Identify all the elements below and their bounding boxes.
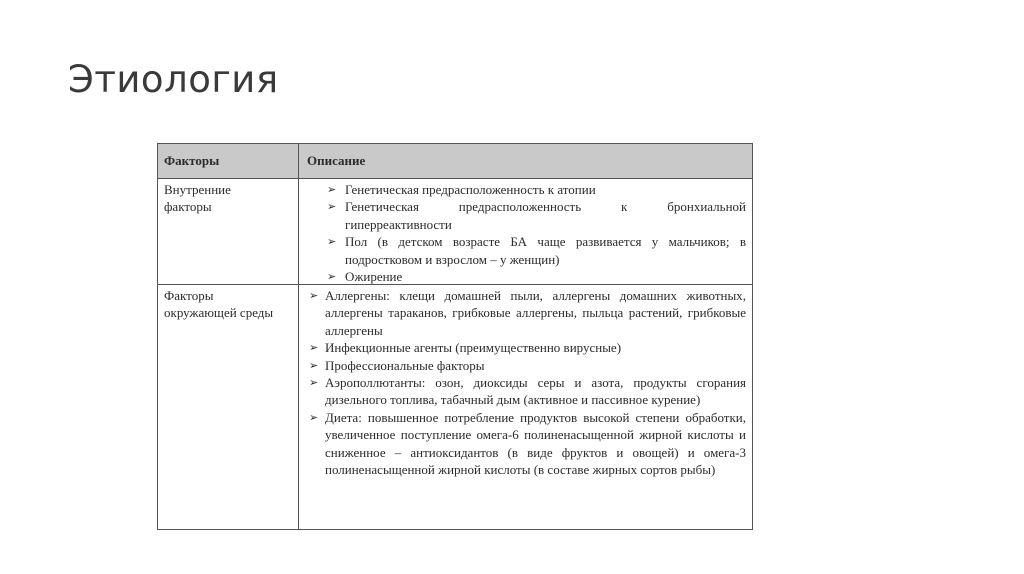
list-item	[299, 357, 746, 374]
arrowhead-bullet-icon: ➢	[309, 376, 319, 390]
etiology-table	[157, 143, 753, 530]
factor-label-line: Факторы	[164, 288, 214, 303]
list-item	[299, 374, 746, 409]
arrowhead-bullet-icon: ➢	[309, 289, 319, 302]
list-item	[299, 409, 746, 479]
description-cell	[299, 178, 752, 284]
item-text: Генетическая предрасположенность к бронхиальной гиперреактивности	[345, 199, 746, 232]
list-item	[299, 339, 746, 356]
list-item	[299, 181, 746, 198]
table-row-environment-factors	[158, 284, 752, 529]
item-text: Профессиональные факторы	[325, 357, 485, 373]
item-text: Ожирение	[345, 269, 403, 285]
header-description: Описание	[307, 153, 366, 169]
factor-label-line: окружающей среды	[164, 305, 274, 321]
arrowhead-bullet-icon: ➢	[309, 358, 319, 372]
list-item	[299, 287, 746, 339]
item-text: Аллергены: клещи домашней пыли, аллергены домашних животных, аллергены тараканов, грибковые аллергены, пыльца растений, грибковые аллергены	[325, 288, 746, 338]
item-text: Диета: повышенное потребление продуктов высокой степени обработки, увеличенное поступление омега-6 полиненасыщенной жирной кислоты и сниженное – антиоксидантов (в виде фруктов и овощей) и омега-3 полиненасыщенной жирной кислоты (в составе жирных сортов рыбы)	[325, 409, 746, 478]
table-header-row	[158, 144, 752, 179]
description-cell	[299, 284, 752, 529]
list-item	[299, 233, 746, 268]
arrowhead-bullet-icon: ➢	[327, 183, 337, 196]
factor-cell	[158, 178, 299, 284]
item-text: Аэрополлютанты: озон, диоксиды серы и азота, продукты сгорания дизельного топлива, табачный дым (активное и пассивное курение)	[325, 375, 746, 408]
arrowhead-bullet-icon: ➢	[309, 410, 319, 424]
page-title: Этиология	[68, 58, 279, 101]
table-row-internal-factors	[158, 178, 752, 285]
factor-label-line: Внутренние	[164, 182, 231, 197]
item-text: Инфекционные агенты (преимущественно вирусные)	[325, 340, 622, 356]
item-text: Генетическая предрасположенность к атопии	[345, 182, 596, 197]
arrowhead-bullet-icon: ➢	[327, 200, 337, 214]
list-item	[299, 268, 746, 285]
arrowhead-bullet-icon: ➢	[327, 235, 337, 249]
factor-label-line: факторы	[164, 199, 212, 215]
header-factors: Факторы	[158, 144, 299, 178]
arrowhead-bullet-icon: ➢	[327, 270, 337, 284]
item-text: Пол (в детском возрасте БА чаще развивается у мальчиков; в подростковом и взрослом – у женщин)	[345, 234, 746, 267]
arrowhead-bullet-icon: ➢	[309, 341, 319, 355]
factor-cell	[158, 284, 299, 529]
list-item	[299, 198, 746, 233]
